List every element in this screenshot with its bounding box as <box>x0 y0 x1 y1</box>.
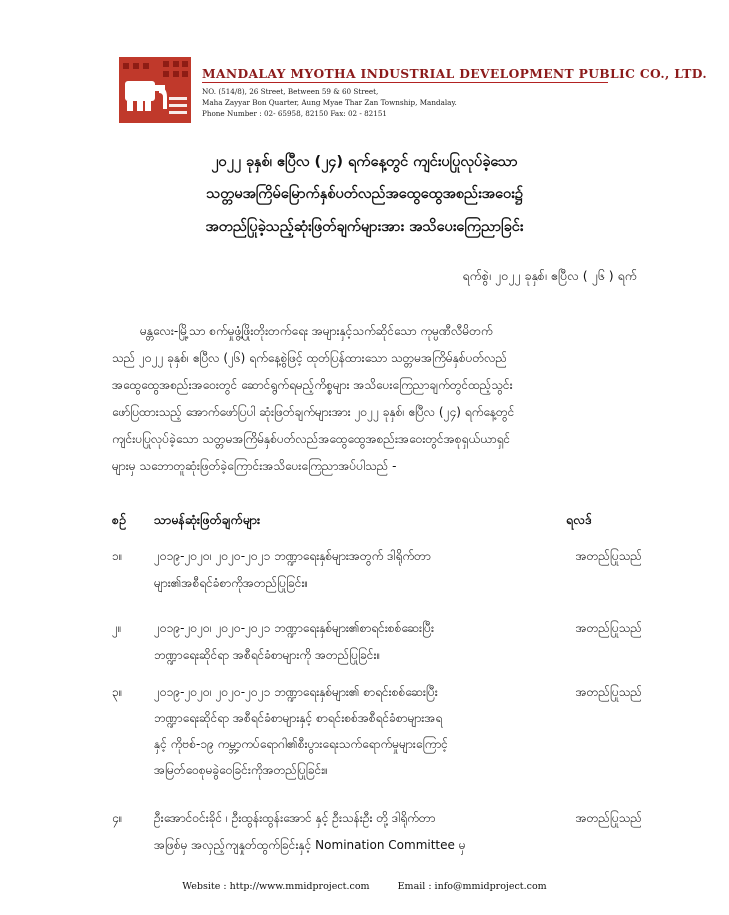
header-resolutions: သာမန်ဆုံးဖြတ်ချက်များ <box>154 512 261 527</box>
letterhead-rule <box>202 82 608 83</box>
item-text: ၂၀၁၉-၂၀၂၀၊ ၂၀၂၀-၂၀၂၁ ဘဏ္ဍာရေးနှစ်များ၏ စာရင်းစစ်ဆေးပြီး <box>154 685 438 699</box>
footer-email: Email : info@mmidproject.com <box>397 881 547 892</box>
paragraph-line: အထွေထွေအစည်းအဝေးတွင် ဆောင်ရွက်ရမည့်ကိစ္စများ အသိပေးကြေညာချက်တွင်ထည့်သွင်း <box>112 378 513 392</box>
address-line-2: Maha Zayyar Bon Quarter, Aung Myae Thar Zan Township, Mandalay. <box>202 98 457 107</box>
company-name: MANDALAY MYOTHA INDUSTRIAL DEVELOPMENT PUBLIC CO., LTD. <box>202 66 707 81</box>
header-result: ရလဒ် <box>566 512 592 527</box>
item-text: အဖြစ်မှ အလှည့်ကျနှုတ်ထွက်ခြင်းနှင့် Nomination Committee မှ <box>154 838 466 852</box>
date-line: ရက်စွဲ၊ ၂၀၂၂ ခုနှစ်၊ ဧပြီလ ( ၂၆ ) ရက် <box>462 268 637 283</box>
phone-line: Phone Number : 02- 65958, 82150 Fax: 02 - 82151 <box>202 109 387 118</box>
intro-paragraph <box>112 318 640 480</box>
paragraph-line: မန္တလေး-မြို့သာ စက်မှုဖွံ့ဖြိုးတိုးတက်ရေး အများနှင့်သက်ဆိုင်သော ကုမ္ပဏီလီမိတက် <box>140 324 493 338</box>
item-result: အတည်ပြုသည် <box>575 685 642 699</box>
address-line-1: NO. (514/8), 26 Street, Between 59 & 60 Street, <box>202 87 379 96</box>
item-number: ၁။ <box>112 549 123 563</box>
item-text: ဦးအောင်ဝင်းခိုင် ၊ ဦးထွန်းထွန်းအောင် နှင့် ဦးသန်းဦး တို့ ဒါရိုက်တာ <box>154 811 436 825</box>
item-number: ၄။ <box>112 811 123 825</box>
paragraph-line: သည် ၂၀၂၂ ခုနှစ်၊ ဧပြီလ (၂၆) ရက်နေ့စွဲဖြင့် ထုတ်ပြန်ထားသော သတ္တမအကြိမ်နှစ်ပတ်လည် <box>112 351 508 365</box>
paragraph-line: ကျင်းပပြုလုပ်ခဲ့သော သတ္တမအကြိမ်နှစ်ပတ်လည်အထွေထွေအစည်းအဝေးတွင်အစုရှယ်ယာရှင် <box>112 432 511 446</box>
item-number: ၂။ <box>112 621 122 635</box>
paragraph-line: များမှ သဘောတူဆုံးဖြတ်ခဲ့ကြောင်းအသိပေးကြေညာအပ်ပါသည် - <box>112 459 397 473</box>
item-text: အမြတ်ဝေစုမခွဲဝေခြင်းကိုအတည်ပြုခြင်း။ <box>154 763 328 777</box>
item-text: နှင့် ကိုဗစ်-၁၉ ကမ္ဘာ့ကပ်ရောဂါ၏စီးပွားရေးသက်ရောက်မှုများကြောင့် <box>154 737 448 751</box>
footer <box>0 881 729 892</box>
footer-website: Website : http://www.mmidproject.com <box>182 881 370 892</box>
item-text: ၂၀၁၉-၂၀၂၀၊ ၂၀၂၀-၂၀၂၁ ဘဏ္ဍာရေးနှစ်များ၏စာရင်းစစ်ဆေးပြီး <box>154 621 434 635</box>
header-number: စဉ် <box>112 512 126 527</box>
item-number: ၃။ <box>112 685 123 699</box>
item-text: ဘဏ္ဍာရေးဆိုင်ရာ အစီရင်ခံစာများကို အတည်ပြုခြင်း။ <box>154 648 381 662</box>
title-line-2: သတ္တမအကြိမ်မြောက်နှစ်ပတ်လည်အထွေထွေအစည်းအဝေး၌ <box>206 186 523 202</box>
title-line-3: အတည်ပြုခဲ့သည့်ဆုံးဖြတ်ချက်များအား အသိပေးကြေညာခြင်း <box>205 219 524 235</box>
item-text: များ၏အစီရင်ခံစာကိုအတည်ပြုခြင်း။ <box>154 576 309 590</box>
item-text: ၂၀၁၉-၂၀၂၀၊ ၂၀၂၀-၂၀၂၁ ဘဏ္ဍာရေးနှစ်များအတွက် ဒါရိုက်တာ <box>154 549 431 563</box>
item-result: အတည်ပြုသည် <box>575 549 642 563</box>
paragraph-line: ဖော်ပြထားသည့် အောက်ဖော်ပြပါ ဆုံးဖြတ်ချက်များအား ၂၀၂၂ ခုနှစ်၊ ဧပြီလ (၂၄) ရက်နေ့တွင် <box>112 405 515 419</box>
item-text: ဘဏ္ဍာရေးဆိုင်ရာ အစီရင်ခံစာများနှင့် စာရင်းစစ်အစီရင်ခံစာများအရ <box>154 711 443 725</box>
company-logo <box>119 57 191 123</box>
item-result: အတည်ပြုသည် <box>575 811 642 825</box>
title-line-1: ၂၀၂၂ ခုနှစ်၊ ဧပြီလ (၂၄) ရက်နေ့တွင် ကျင်းပပြုလုပ်ခဲ့သော <box>211 154 518 170</box>
item-result: အတည်ပြုသည် <box>575 621 642 635</box>
